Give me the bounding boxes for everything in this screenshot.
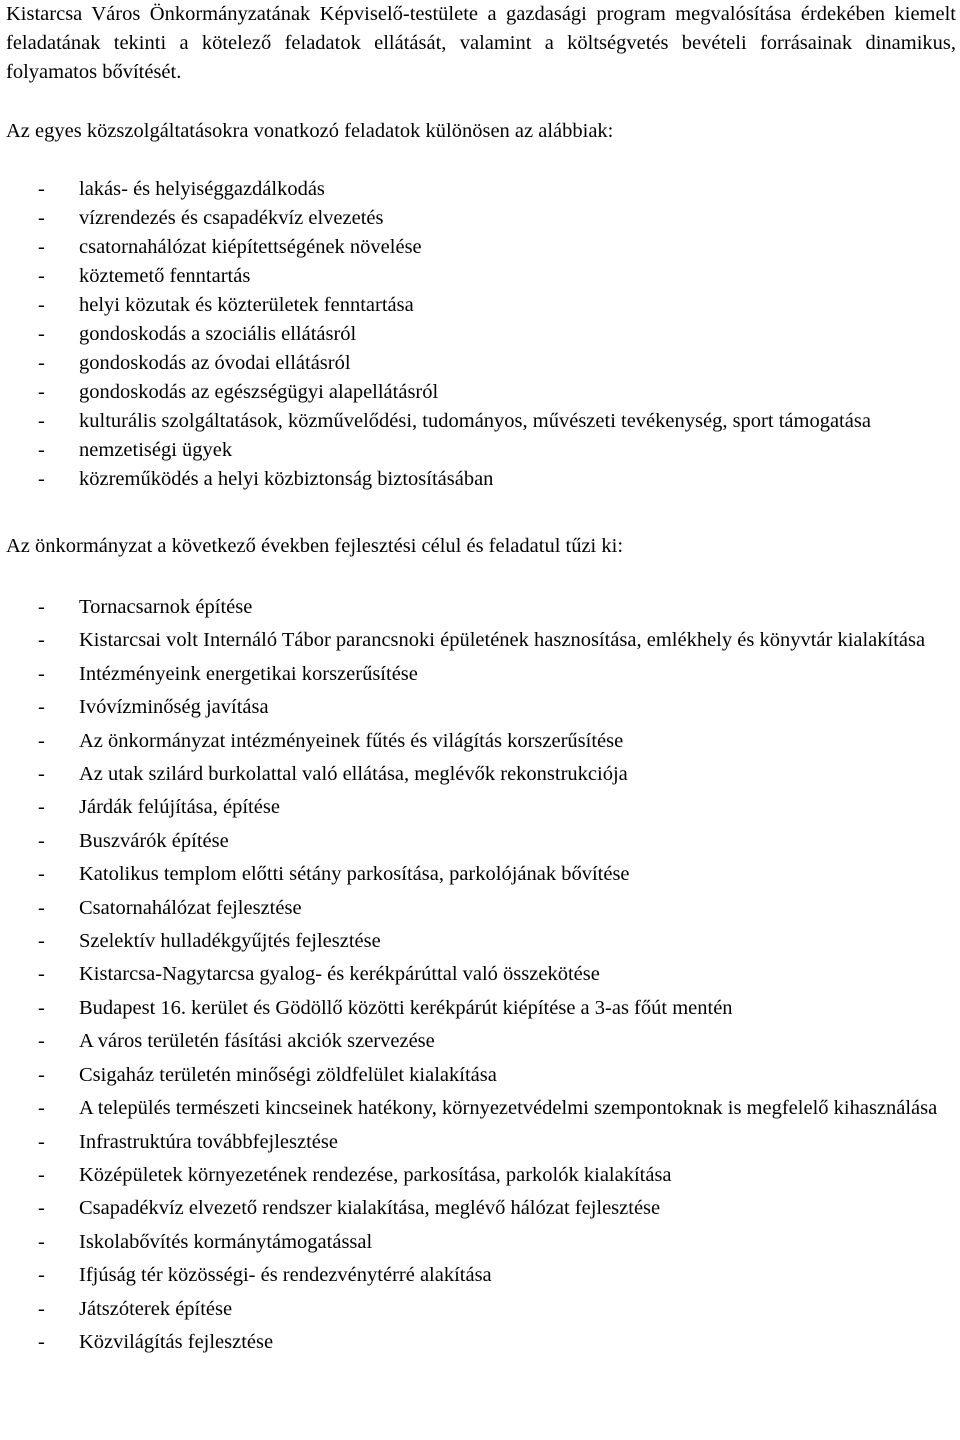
list-dash: - xyxy=(38,323,45,345)
list-item-text: Szelektív hulladékgyűjtés fejlesztése xyxy=(79,930,381,953)
list-item xyxy=(6,1226,956,1259)
list-item-text: Csapadékvíz elvezető rendszer kialakítása, meglévő hálózat fejlesztése xyxy=(79,1197,661,1220)
list-item-text: A település természeti kincseinek hatékony, környezetvédelmi szempontoknak is megfelelő kihasználása xyxy=(79,1097,938,1120)
list-dash: - xyxy=(38,1230,45,1253)
list-item xyxy=(6,1259,956,1292)
list-item-text: Tornacsarnok építése xyxy=(79,596,253,618)
list-dash: - xyxy=(38,178,45,200)
list-item xyxy=(6,925,956,958)
list-item-text: Ivóvízminőség javítása xyxy=(79,696,269,719)
list-dash: - xyxy=(38,863,45,886)
list-item xyxy=(6,349,956,378)
list-item xyxy=(6,591,956,624)
list-dash: - xyxy=(38,381,45,403)
list-item xyxy=(6,1092,956,1125)
section1-heading: Az egyes közszolgáltatásokra vonatkozó feladatok különösen az alábbiak: xyxy=(6,120,614,142)
list-item xyxy=(6,658,956,691)
list-dash: - xyxy=(38,294,45,316)
list-dash: - xyxy=(38,930,45,953)
list-item xyxy=(6,378,956,407)
list-item xyxy=(6,204,956,233)
list-dash: - xyxy=(38,696,45,719)
list-item xyxy=(6,291,956,320)
list-item-text: csatornahálózat kiépítettségének növelése xyxy=(79,236,422,258)
list-dash: - xyxy=(38,796,45,819)
section2-list xyxy=(6,591,956,1359)
list-item-text: Csigaház területén minőségi zöldfelület kialakítása xyxy=(79,1063,497,1086)
list-item xyxy=(6,436,956,465)
list-item-text: Kistarcsai volt Internáló Tábor parancsnoki épületének hasznosítása, emlékhely és könyvtár kialakítása xyxy=(79,629,926,652)
list-dash: - xyxy=(38,763,45,786)
list-item xyxy=(6,320,956,349)
list-item xyxy=(6,825,956,858)
list-item xyxy=(6,465,956,494)
list-dash: - xyxy=(38,662,45,685)
list-dash: - xyxy=(38,996,45,1019)
list-item xyxy=(6,1025,956,1058)
list-dash: - xyxy=(38,829,45,852)
list-item xyxy=(6,791,956,824)
list-item-text: Kistarcsa-Nagytarcsa gyalog- és kerékpárúttal való összekötése xyxy=(79,963,600,986)
list-item xyxy=(6,1192,956,1225)
document-page xyxy=(6,0,956,1359)
list-dash: - xyxy=(38,265,45,287)
list-item-text: lakás- és helyiséggazdálkodás xyxy=(79,178,325,200)
list-dash: - xyxy=(38,468,45,490)
list-item-text: A város területén fásítási akciók szervezése xyxy=(79,1030,435,1053)
list-dash: - xyxy=(38,729,45,752)
list-dash: - xyxy=(38,207,45,229)
list-item xyxy=(6,233,956,262)
list-dash: - xyxy=(38,1330,45,1353)
list-item-text: vízrendezés és csapadékvíz elvezetés xyxy=(79,207,384,229)
list-item-text: közreműködés a helyi közbiztonság biztosításában xyxy=(79,468,494,490)
list-dash: - xyxy=(38,1297,45,1320)
list-dash: - xyxy=(38,963,45,986)
list-dash: - xyxy=(38,596,45,618)
list-item-text: Az önkormányzat intézményeinek fűtés és világítás korszerűsítése xyxy=(79,729,624,752)
list-item-text: Játszóterek építése xyxy=(79,1297,233,1320)
list-item-text: Az utak szilárd burkolattal való ellátása, meglévők rekonstrukciója xyxy=(79,763,628,786)
list-item-text: Budapest 16. kerület és Gödöllő közötti kerékpárút kiépítése a 3-as főút mentén xyxy=(79,996,733,1019)
section1-list xyxy=(6,175,956,494)
list-item xyxy=(6,758,956,791)
list-item xyxy=(6,725,956,758)
intro-paragraph: Kistarcsa Város Önkormányzatának Képviselő-testülete a gazdasági program megvalósítása érdekében kiemelt feladatának tekinti a kötelező feladatok ellátását, valamint a költségvetés bevételi forrásainak dinamikus, folyamatos bővítését. xyxy=(6,3,956,83)
list-item xyxy=(6,992,956,1025)
list-item xyxy=(6,1126,956,1159)
list-item-text: nemzetiségi ügyek xyxy=(79,439,233,461)
list-dash: - xyxy=(38,236,45,258)
list-item xyxy=(6,262,956,291)
list-item-text: Ifjúság tér közösségi- és rendezvénytérré alakítása xyxy=(79,1264,492,1287)
list-item xyxy=(6,691,956,724)
list-item-text: Közvilágítás fejlesztése xyxy=(79,1330,274,1353)
list-item xyxy=(6,858,956,891)
list-dash: - xyxy=(38,1097,45,1120)
list-item-text: Infrastruktúra továbbfejlesztése xyxy=(79,1130,338,1153)
list-item xyxy=(6,624,956,657)
list-item xyxy=(6,407,956,436)
list-dash: - xyxy=(38,629,45,652)
list-item-text: helyi közutak és közterületek fenntartása xyxy=(79,294,414,316)
list-item-text: Iskolabővítés kormánytámogatással xyxy=(79,1230,373,1253)
list-item-text: Középületek környezetének rendezése, parkosítása, parkolók kialakítása xyxy=(79,1163,672,1186)
list-dash: - xyxy=(38,352,45,374)
list-dash: - xyxy=(38,439,45,461)
list-item-text: Járdák felújítása, építése xyxy=(79,796,280,819)
list-item xyxy=(6,175,956,204)
list-item xyxy=(6,892,956,925)
list-item xyxy=(6,1159,956,1192)
list-item-text: gondoskodás az egészségügyi alapellátásról xyxy=(79,381,439,403)
list-dash: - xyxy=(38,1163,45,1186)
list-item-text: Buszvárók építése xyxy=(79,829,229,852)
list-item-text: Intézményeink energetikai korszerűsítése xyxy=(79,662,418,685)
list-dash: - xyxy=(38,1030,45,1053)
list-dash: - xyxy=(38,1264,45,1287)
list-dash: - xyxy=(38,1130,45,1153)
list-dash: - xyxy=(38,410,45,432)
list-item-text: Katolikus templom előtti sétány parkosítása, parkolójának bővítése xyxy=(79,863,630,886)
list-dash: - xyxy=(38,1197,45,1220)
list-item xyxy=(6,958,956,991)
list-item xyxy=(6,1293,956,1326)
list-item xyxy=(6,1326,956,1359)
list-dash: - xyxy=(38,896,45,919)
section2-heading: Az önkormányzat a következő években fejlesztési célul és feladatul tűzi ki: xyxy=(6,535,624,557)
list-item-text: gondoskodás a szociális ellátásról xyxy=(79,323,357,345)
list-item xyxy=(6,1059,956,1092)
list-item-text: köztemető fenntartás xyxy=(79,265,251,287)
list-item-text: Csatornahálózat fejlesztése xyxy=(79,896,302,919)
list-item-text: gondoskodás az óvodai ellátásról xyxy=(79,352,351,374)
list-dash: - xyxy=(38,1063,45,1086)
list-item-text: kulturális szolgáltatások, közművelődési, tudományos, művészeti tevékenység, sport támogatása xyxy=(79,410,871,432)
